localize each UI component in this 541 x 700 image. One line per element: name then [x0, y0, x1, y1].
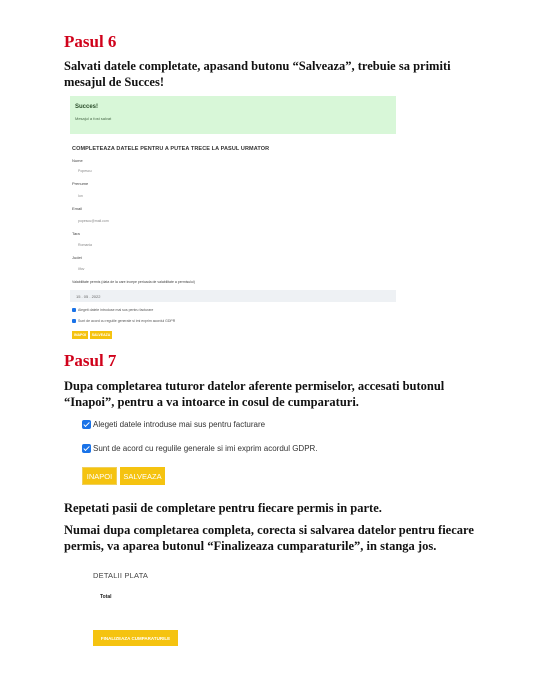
step6-text: [64, 58, 484, 90]
success-title: Succes!: [75, 104, 99, 110]
gdpr-checkbox-label: Sunt de acord cu regulile generale si imi exprim acordul GDPR: [78, 319, 176, 323]
field-input-prenume[interactable]: Ion: [78, 194, 83, 198]
billing-checkbox-label: Alegeti datele introduse mai sus pentru facturare: [78, 308, 154, 312]
field-label-prenume: Prenume: [72, 181, 89, 186]
step6-title: Pasul 6: [64, 32, 117, 51]
final-instruction-line1: Numai dupa completarea completa, corecta si salvarea datelor pentru fiecare: [64, 523, 474, 537]
form-screenshot: [70, 96, 398, 346]
step7-title: Pasul 7: [64, 351, 117, 370]
billing-checkbox[interactable]: [72, 308, 76, 312]
success-message: Mesajul a fost salvat: [75, 116, 112, 121]
date-value: 15 . 05 . 2022: [76, 294, 101, 299]
field-label-tara: Tara: [72, 231, 80, 236]
field-input-email[interactable]: popescu@mail.com: [78, 219, 109, 223]
field-label-judet: Judet: [72, 255, 82, 260]
step7-text: [64, 378, 484, 410]
back-button-large[interactable]: INAPOI: [82, 467, 117, 485]
step6-text-line2: mesajul de Succes!: [64, 75, 164, 89]
save-button-large[interactable]: SALVEAZA: [120, 467, 165, 485]
gdpr-checkbox[interactable]: [72, 319, 76, 323]
final-instruction-line2: permis, va aparea butonul “Finalizeaza cumparaturile”, in stanga jos.: [64, 539, 437, 553]
billing-checkbox-large[interactable]: [82, 420, 91, 429]
field-input-judet[interactable]: Ilfov: [78, 267, 85, 271]
gdpr-checkbox-large[interactable]: [82, 444, 91, 453]
step7-text-line1: Dupa completarea tuturor datelor aferente permiselor, accesati butonul: [64, 379, 445, 393]
repeat-instruction: Repetati pasii de completare pentru fiecare permis in parte.: [64, 501, 382, 515]
step7-text-line2: “Inapoi”, pentru a va intoarce in cosul de cumparaturi.: [64, 395, 359, 409]
billing-checkbox-large-label: Alegeti datele introduse mai sus pentru facturare: [93, 420, 266, 429]
field-label-email: Email: [72, 206, 83, 211]
back-button[interactable]: INAPOI: [73, 333, 87, 337]
final-instruction: [64, 522, 504, 554]
total-label: Total: [100, 594, 112, 600]
gdpr-checkbox-large-label: Sunt de acord cu regulile generale si imi exprim acordul GDPR.: [93, 444, 318, 453]
save-button[interactable]: SALVEAZA: [91, 333, 111, 337]
field-input-nume[interactable]: Popescu: [78, 169, 92, 173]
field-input-tara[interactable]: Romania: [78, 243, 93, 247]
step6-text-line1: Salvati datele completate, apasand butonu “Salveaza”, trebuie sa primiti: [64, 59, 451, 73]
payment-details-title: DETALII PLATA: [93, 571, 149, 580]
form-title: COMPLETEAZA DATELE PENTRU A PUTEA TRECE LA PASUL URMATOR: [72, 146, 270, 152]
success-alert: [70, 96, 396, 134]
date-input[interactable]: [70, 290, 396, 302]
date-label: Valabilitate permis (data de la care incepe perioada de valabilitate a permisului): [72, 280, 195, 284]
field-label-nume: Nume: [72, 158, 83, 163]
finish-purchase-button[interactable]: FINALIZEAZA CUMPARATURILE: [93, 630, 178, 646]
